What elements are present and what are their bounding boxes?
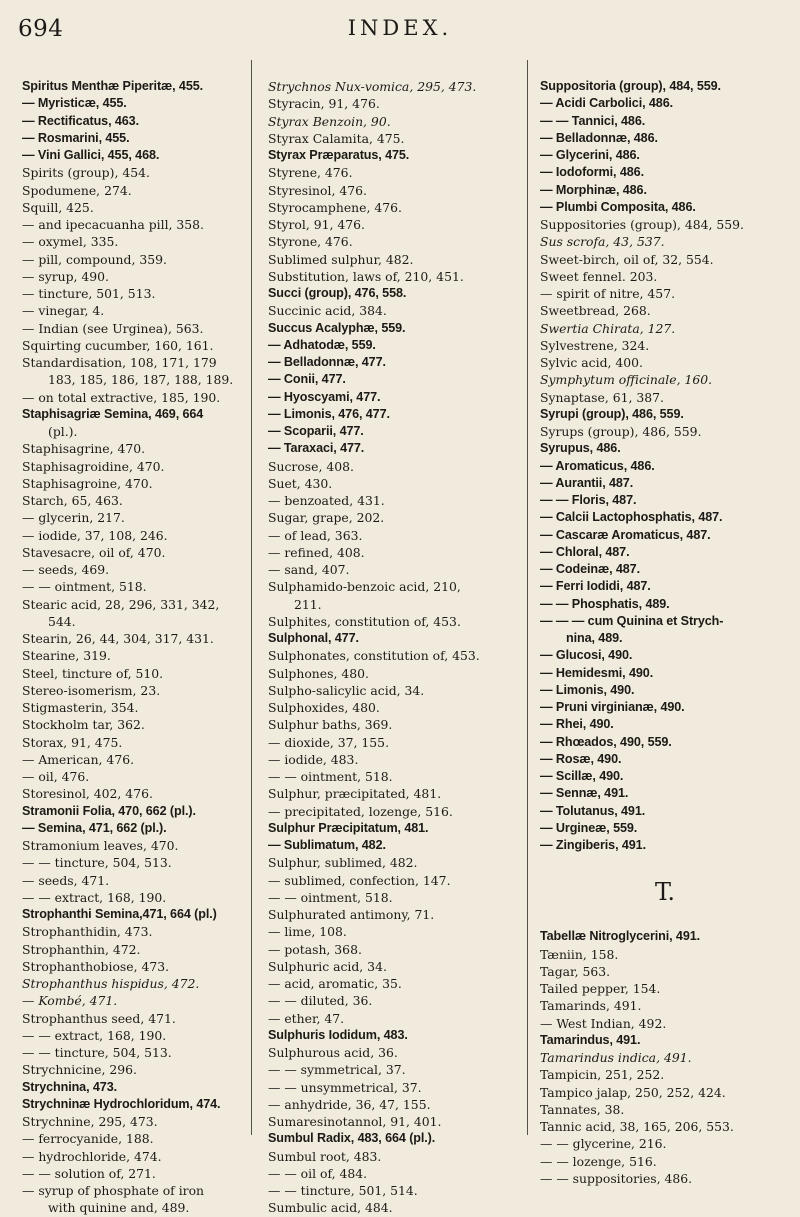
running-head: INDEX. xyxy=(347,16,453,40)
index-entry: — American, 476. xyxy=(22,751,135,767)
index-entry: Tannates, 38. xyxy=(540,1101,625,1117)
index-entry: — Semina, 471, 662 (pl.). xyxy=(22,820,167,835)
index-entry: — oxymel, 335. xyxy=(22,234,119,250)
index-entry: (pl.). xyxy=(48,424,78,439)
index-entry: Staphisagrine, 470. xyxy=(22,441,146,457)
index-entry: Stigmasterin, 354. xyxy=(22,700,139,715)
index-entry: Swertia Chirata, 127. xyxy=(540,320,676,336)
index-entry: — Calcii Lactophosphatis, 487. xyxy=(540,510,723,525)
index-entry: — Limonis, 490. xyxy=(540,682,635,697)
index-entry: — sand, 407. xyxy=(268,562,350,577)
index-entry: — benzoated, 431. xyxy=(268,493,385,508)
index-column-1 xyxy=(22,78,247,1217)
index-entry: Syrupi (group), 486, 559. xyxy=(540,406,684,421)
index-entry: Sulphuris Iodidum, 483. xyxy=(268,1027,408,1042)
index-entry: Sylvestrene, 324. xyxy=(540,337,650,353)
index-entry: — Ferri Iodidi, 487. xyxy=(540,579,651,594)
index-column-3 xyxy=(540,78,790,1187)
index-entry: 544. xyxy=(48,613,76,629)
index-entry: — — unsymmetrical, 37. xyxy=(268,1079,422,1095)
index-entry: Sulphonates, constitution of, 453. xyxy=(268,648,480,664)
index-entry: Suppositories (group), 484, 559. xyxy=(540,217,744,232)
index-entry: — Sennæ, 491. xyxy=(540,786,629,801)
index-entry: Sugar, grape, 202. xyxy=(268,510,385,526)
index-entry: Stearin, 26, 44, 304, 317, 431. xyxy=(22,631,214,646)
index-entry: Tagar, 563. xyxy=(540,963,611,979)
index-entry: — Belladonnæ, 486. xyxy=(540,130,658,145)
index-entry: — and ipecacuanha pill, 358. xyxy=(22,217,204,232)
index-entry: — ether, 47. xyxy=(268,1010,345,1026)
index-entry: Strophanthus seed, 471. xyxy=(22,1010,176,1026)
index-entry: Stramonii Folia, 470, 662 (pl.). xyxy=(22,803,196,818)
index-entry: Syrupus, 486. xyxy=(540,441,621,456)
index-entry: Tannic acid, 38, 165, 206, 553. xyxy=(540,1119,734,1134)
index-entry: Stearic acid, 28, 296, 331, 342, xyxy=(22,596,220,612)
index-entry: Substitution, laws of, 210, 451. xyxy=(268,268,464,284)
index-entry: Staphisagroine, 470. xyxy=(22,475,153,491)
index-entry: Strychnina, 473. xyxy=(22,1079,117,1094)
index-entry: Sumbul Radix, 483, 664 (pl.). xyxy=(268,1131,436,1146)
index-entry: Styrocamphene, 476. xyxy=(268,199,402,215)
index-entry: Tæniin, 158. xyxy=(540,946,619,962)
section-letter-heading: T. xyxy=(654,878,676,907)
index-entry: — — solution of, 271. xyxy=(22,1165,156,1181)
index-entry: Stavesacre, oil of, 470. xyxy=(22,544,166,560)
index-entry: — — extract, 168, 190. xyxy=(22,889,167,905)
index-entry: Sulphur, sublimed, 482. xyxy=(268,855,418,871)
index-entry: — iodide, 483. xyxy=(268,751,359,767)
index-entry: — oil, 476. xyxy=(22,769,90,784)
index-entry: Suppositoria (group), 484, 559. xyxy=(540,79,721,93)
index-entry: Sulphuric acid, 34. xyxy=(268,958,387,974)
index-entry: 211. xyxy=(294,596,322,612)
index-entry: Sweet fennel. 203. xyxy=(540,268,658,284)
index-entry: — Glycerini, 486. xyxy=(540,148,640,162)
index-entry: Sucrose, 408. xyxy=(268,458,354,474)
index-entry: Styrax Benzoin, 90. xyxy=(268,113,391,129)
index-entry: Strophanthidin, 473. xyxy=(22,924,153,940)
index-entry: Spiritus Menthæ Piperitæ, 455. xyxy=(22,79,204,93)
index-entry: — acid, aromatic, 35. xyxy=(268,976,402,991)
index-entry: — spirit of nitre, 457. xyxy=(540,286,676,301)
index-entry: Tamarinds, 491. xyxy=(540,998,642,1014)
index-entry: — — tincture, 504, 513. xyxy=(22,1045,172,1060)
index-entry: — Zingiberis, 491. xyxy=(540,838,646,852)
index-entry: Succus Acalyphæ, 559. xyxy=(268,320,406,335)
index-entry: — Codeinæ, 487. xyxy=(540,562,640,576)
index-entry: Tabellæ Nitroglycerini, 491. xyxy=(540,929,701,944)
index-entry: Suet, 430. xyxy=(268,475,333,491)
index-entry: Sylvic acid, 400. xyxy=(540,355,643,370)
index-entry: Storax, 91, 475. xyxy=(22,734,123,750)
index-entry: Syrups (group), 486, 559. xyxy=(540,424,702,439)
index-entry: — — Floris, 487. xyxy=(540,493,637,507)
index-entry: Strophanthi Semina,471, 664 (pl.) xyxy=(22,907,217,921)
index-entry: Squill, 425. xyxy=(22,199,94,215)
index-entry: Sublimed sulphur, 482. xyxy=(268,251,414,267)
index-entry: — Adhatodæ, 559. xyxy=(268,337,376,352)
index-entry: Styrone, 476. xyxy=(268,234,353,250)
index-entry: — — diluted, 36. xyxy=(268,993,373,1009)
index-entry: Strophanthus hispidus, 472. xyxy=(22,976,200,991)
index-entry: Strychninæ Hydrochloridum, 474. xyxy=(22,1096,221,1111)
index-entry: Stereo-isomerism, 23. xyxy=(22,682,161,698)
index-entry: — Taraxaci, 477. xyxy=(268,441,365,456)
index-entry: Squirting cucumber, 160, 161. xyxy=(22,337,214,353)
index-entry: — West Indian, 492. xyxy=(540,1015,667,1031)
index-entry: Sulphoxides, 480. xyxy=(268,700,380,715)
index-entry: — Iodoformi, 486. xyxy=(540,165,644,180)
index-entry: — Aromaticus, 486. xyxy=(540,458,655,473)
index-entry: — — symmetrical, 37. xyxy=(268,1062,406,1078)
index-entry: — Limonis, 476, 477. xyxy=(268,406,390,421)
index-entry: — Scillæ, 490. xyxy=(540,769,624,783)
index-entry: Sulpho-salicylic acid, 34. xyxy=(268,682,425,698)
index-entry: — glycerin, 217. xyxy=(22,510,125,526)
index-column-2 xyxy=(268,78,523,1217)
index-entry: Spirits (group), 454. xyxy=(22,165,150,181)
index-entry: — sublimed, confection, 147. xyxy=(268,872,451,888)
index-entry: — syrup, 490. xyxy=(22,268,109,284)
index-entry: Storesinol, 402, 476. xyxy=(22,786,153,802)
index-entry: — lime, 108. xyxy=(268,924,347,940)
index-entry: Styracin, 91, 476. xyxy=(268,96,380,112)
index-entry: — Plumbi Composita, 486. xyxy=(540,199,696,214)
index-entry: — — ointment, 518. xyxy=(268,769,393,784)
index-entry: Staphisagriæ Semina, 469, 664 xyxy=(22,406,204,421)
index-entry: Sweet-birch, oil of, 32, 554. xyxy=(540,251,714,267)
index-entry: Strophanthin, 472. xyxy=(22,941,141,957)
index-entry: — — suppositories, 486. xyxy=(540,1170,693,1186)
index-entry: — Tolutanus, 491. xyxy=(540,803,646,818)
index-entry: Sumaresinotannol, 91, 401. xyxy=(268,1114,442,1129)
index-entry: Spodumene, 274. xyxy=(22,182,132,198)
index-entry: — Belladonnæ, 477. xyxy=(268,355,386,369)
index-entry: — Vini Gallici, 455, 468. xyxy=(22,148,160,162)
index-entry: Sulphurated antimony, 71. xyxy=(268,907,435,922)
index-entry: Strychnicine, 296. xyxy=(22,1062,137,1078)
index-entry: — Scoparii, 477. xyxy=(268,424,364,438)
index-entry: Sweetbread, 268. xyxy=(540,303,651,319)
index-entry: Sulphur baths, 369. xyxy=(268,717,393,733)
index-entry: — Indian (see Urginea), 563. xyxy=(22,320,204,336)
index-entry: — vinegar, 4. xyxy=(22,303,105,319)
index-entry: Sulphur Præcipitatum, 481. xyxy=(268,820,429,835)
index-entry: — anhydride, 36, 47, 155. xyxy=(268,1096,431,1112)
index-entry: Sus scrofa, 43, 537. xyxy=(540,234,665,250)
index-entry: Standardisation, 108, 171, 179 xyxy=(22,355,217,370)
index-entry: — Rosmarini, 455. xyxy=(22,130,130,145)
index-entry: Sulphites, constitution of, 453. xyxy=(268,613,461,629)
index-entry: — Conii, 477. xyxy=(268,372,346,387)
index-entry: Stockholm tar, 362. xyxy=(22,717,145,733)
index-entry: Sulphones, 480. xyxy=(268,665,369,681)
index-entry: — Rhœados, 490, 559. xyxy=(540,734,672,749)
index-entry: — — oil of, 484. xyxy=(268,1165,368,1181)
index-entry: — potash, 368. xyxy=(268,941,362,957)
index-entry: Strophanthobiose, 473. xyxy=(22,958,170,974)
index-entry: Strychnine, 295, 473. xyxy=(22,1114,158,1129)
index-entry: Sulphonal, 477. xyxy=(268,631,359,645)
index-entry: — Pruni virginianæ, 490. xyxy=(540,700,685,714)
index-entry: — of lead, 363. xyxy=(268,527,363,543)
index-entry: Styrax Præparatus, 475. xyxy=(268,148,410,162)
index-entry: — — Tannici, 486. xyxy=(540,113,646,128)
index-entry: — seeds, 471. xyxy=(22,872,110,888)
index-entry: Strychnos Nux-vomica, 295, 473. xyxy=(268,79,477,94)
column-divider xyxy=(527,60,528,1135)
index-entry: — Rosæ, 490. xyxy=(540,751,622,766)
index-entry: — Acidi Carbolici, 486. xyxy=(540,96,674,111)
index-entry: Tampico jalap, 250, 252, 424. xyxy=(540,1084,726,1100)
index-entry: 183, 185, 186, 187, 188, 189. xyxy=(48,372,234,388)
index-entry: — Glucosi, 490. xyxy=(540,648,633,663)
index-entry: — — tincture, 501, 514. xyxy=(268,1183,418,1198)
index-entry: — — Phosphatis, 489. xyxy=(540,596,670,611)
index-entry: Starch, 65, 463. xyxy=(22,493,123,508)
index-entry: — ferrocyanide, 188. xyxy=(22,1131,154,1147)
page-number: 694 xyxy=(18,16,64,42)
index-entry: Stramonium leaves, 470. xyxy=(22,838,179,853)
index-entry: — dioxide, 37, 155. xyxy=(268,734,390,750)
index-entry: — precipitated, lozenge, 516. xyxy=(268,803,453,819)
index-entry: Styrene, 476. xyxy=(268,165,353,181)
index-entry: — — extract, 168, 190. xyxy=(22,1027,167,1043)
index-entry: — pill, compound, 359. xyxy=(22,251,167,267)
index-entry: — Hyoscyami, 477. xyxy=(268,389,381,404)
index-entry: — syrup of phosphate of iron xyxy=(22,1183,205,1198)
index-entry: Styrol, 91, 476. xyxy=(268,217,365,232)
index-entry: — — — cum Quinina et Strych- xyxy=(540,613,724,628)
index-entry: — Myristicæ, 455. xyxy=(22,96,127,111)
index-entry: Staphisagroidine, 470. xyxy=(22,458,165,474)
index-entry: with quinine and, 489. xyxy=(48,1200,190,1216)
index-entry: — — lozenge, 516. xyxy=(540,1153,657,1169)
index-entry: — Rhei, 490. xyxy=(540,717,614,732)
index-entry: — — glycerine, 216. xyxy=(540,1136,667,1152)
index-entry: Sulphur, præcipitated, 481. xyxy=(268,786,442,802)
index-entry: — Kombé, 471. xyxy=(22,993,118,1009)
index-entry: — Chloral, 487. xyxy=(540,544,630,559)
index-entry: Steel, tincture of, 510. xyxy=(22,665,164,681)
index-entry: — — tincture, 504, 513. xyxy=(22,855,172,871)
index-entry: — — ointment, 518. xyxy=(22,579,147,595)
index-entry: — Cascaræ Aromaticus, 487. xyxy=(540,527,711,542)
index-entry: — Urgineæ, 559. xyxy=(540,820,638,835)
index-entry: — Aurantii, 487. xyxy=(540,475,634,490)
index-entry: Tailed pepper, 154. xyxy=(540,981,661,996)
index-entry: Sumbulic acid, 484. xyxy=(268,1200,393,1216)
index-entry: Tamarindus indica, 491. xyxy=(540,1050,692,1065)
index-entry: Sumbul root, 483. xyxy=(268,1148,382,1164)
index-entry: Sulphurous acid, 36. xyxy=(268,1045,398,1060)
index-entry: Synaptase, 61, 387. xyxy=(540,389,664,405)
column-divider xyxy=(251,60,252,1135)
index-entry: Styrax Calamita, 475. xyxy=(268,130,405,146)
index-entry: — seeds, 469. xyxy=(22,562,110,577)
index-entry: — Rectificatus, 463. xyxy=(22,113,139,128)
index-entry: — Hemidesmi, 490. xyxy=(540,665,654,680)
index-entry: Tamarindus, 491. xyxy=(540,1032,641,1047)
index-entry: — hydrochloride, 474. xyxy=(22,1148,162,1164)
index-entry: — tincture, 501, 513. xyxy=(22,286,156,301)
index-entry: Styresinol, 476. xyxy=(268,182,367,198)
index-entry: — Morphinæ, 486. xyxy=(540,182,647,197)
index-entry: — Sublimatum, 482. xyxy=(268,838,386,852)
index-entry: — refined, 408. xyxy=(268,544,365,560)
index-entry: — on total extractive, 185, 190. xyxy=(22,389,221,405)
index-entry: — iodide, 37, 108, 246. xyxy=(22,527,168,543)
index-entry: Symphytum officinale, 160. xyxy=(540,372,713,388)
index-entry: Succi (group), 476, 558. xyxy=(268,286,407,300)
index-entry: Tampicin, 251, 252. xyxy=(540,1067,665,1083)
index-entry: Sulphamido-benzoic acid, 210, xyxy=(268,579,461,595)
index-entry: nina, 489. xyxy=(566,631,623,645)
index-entry: Succinic acid, 384. xyxy=(268,303,387,319)
index-entry: Stearine, 319. xyxy=(22,648,111,664)
index-entry: — — ointment, 518. xyxy=(268,889,393,905)
